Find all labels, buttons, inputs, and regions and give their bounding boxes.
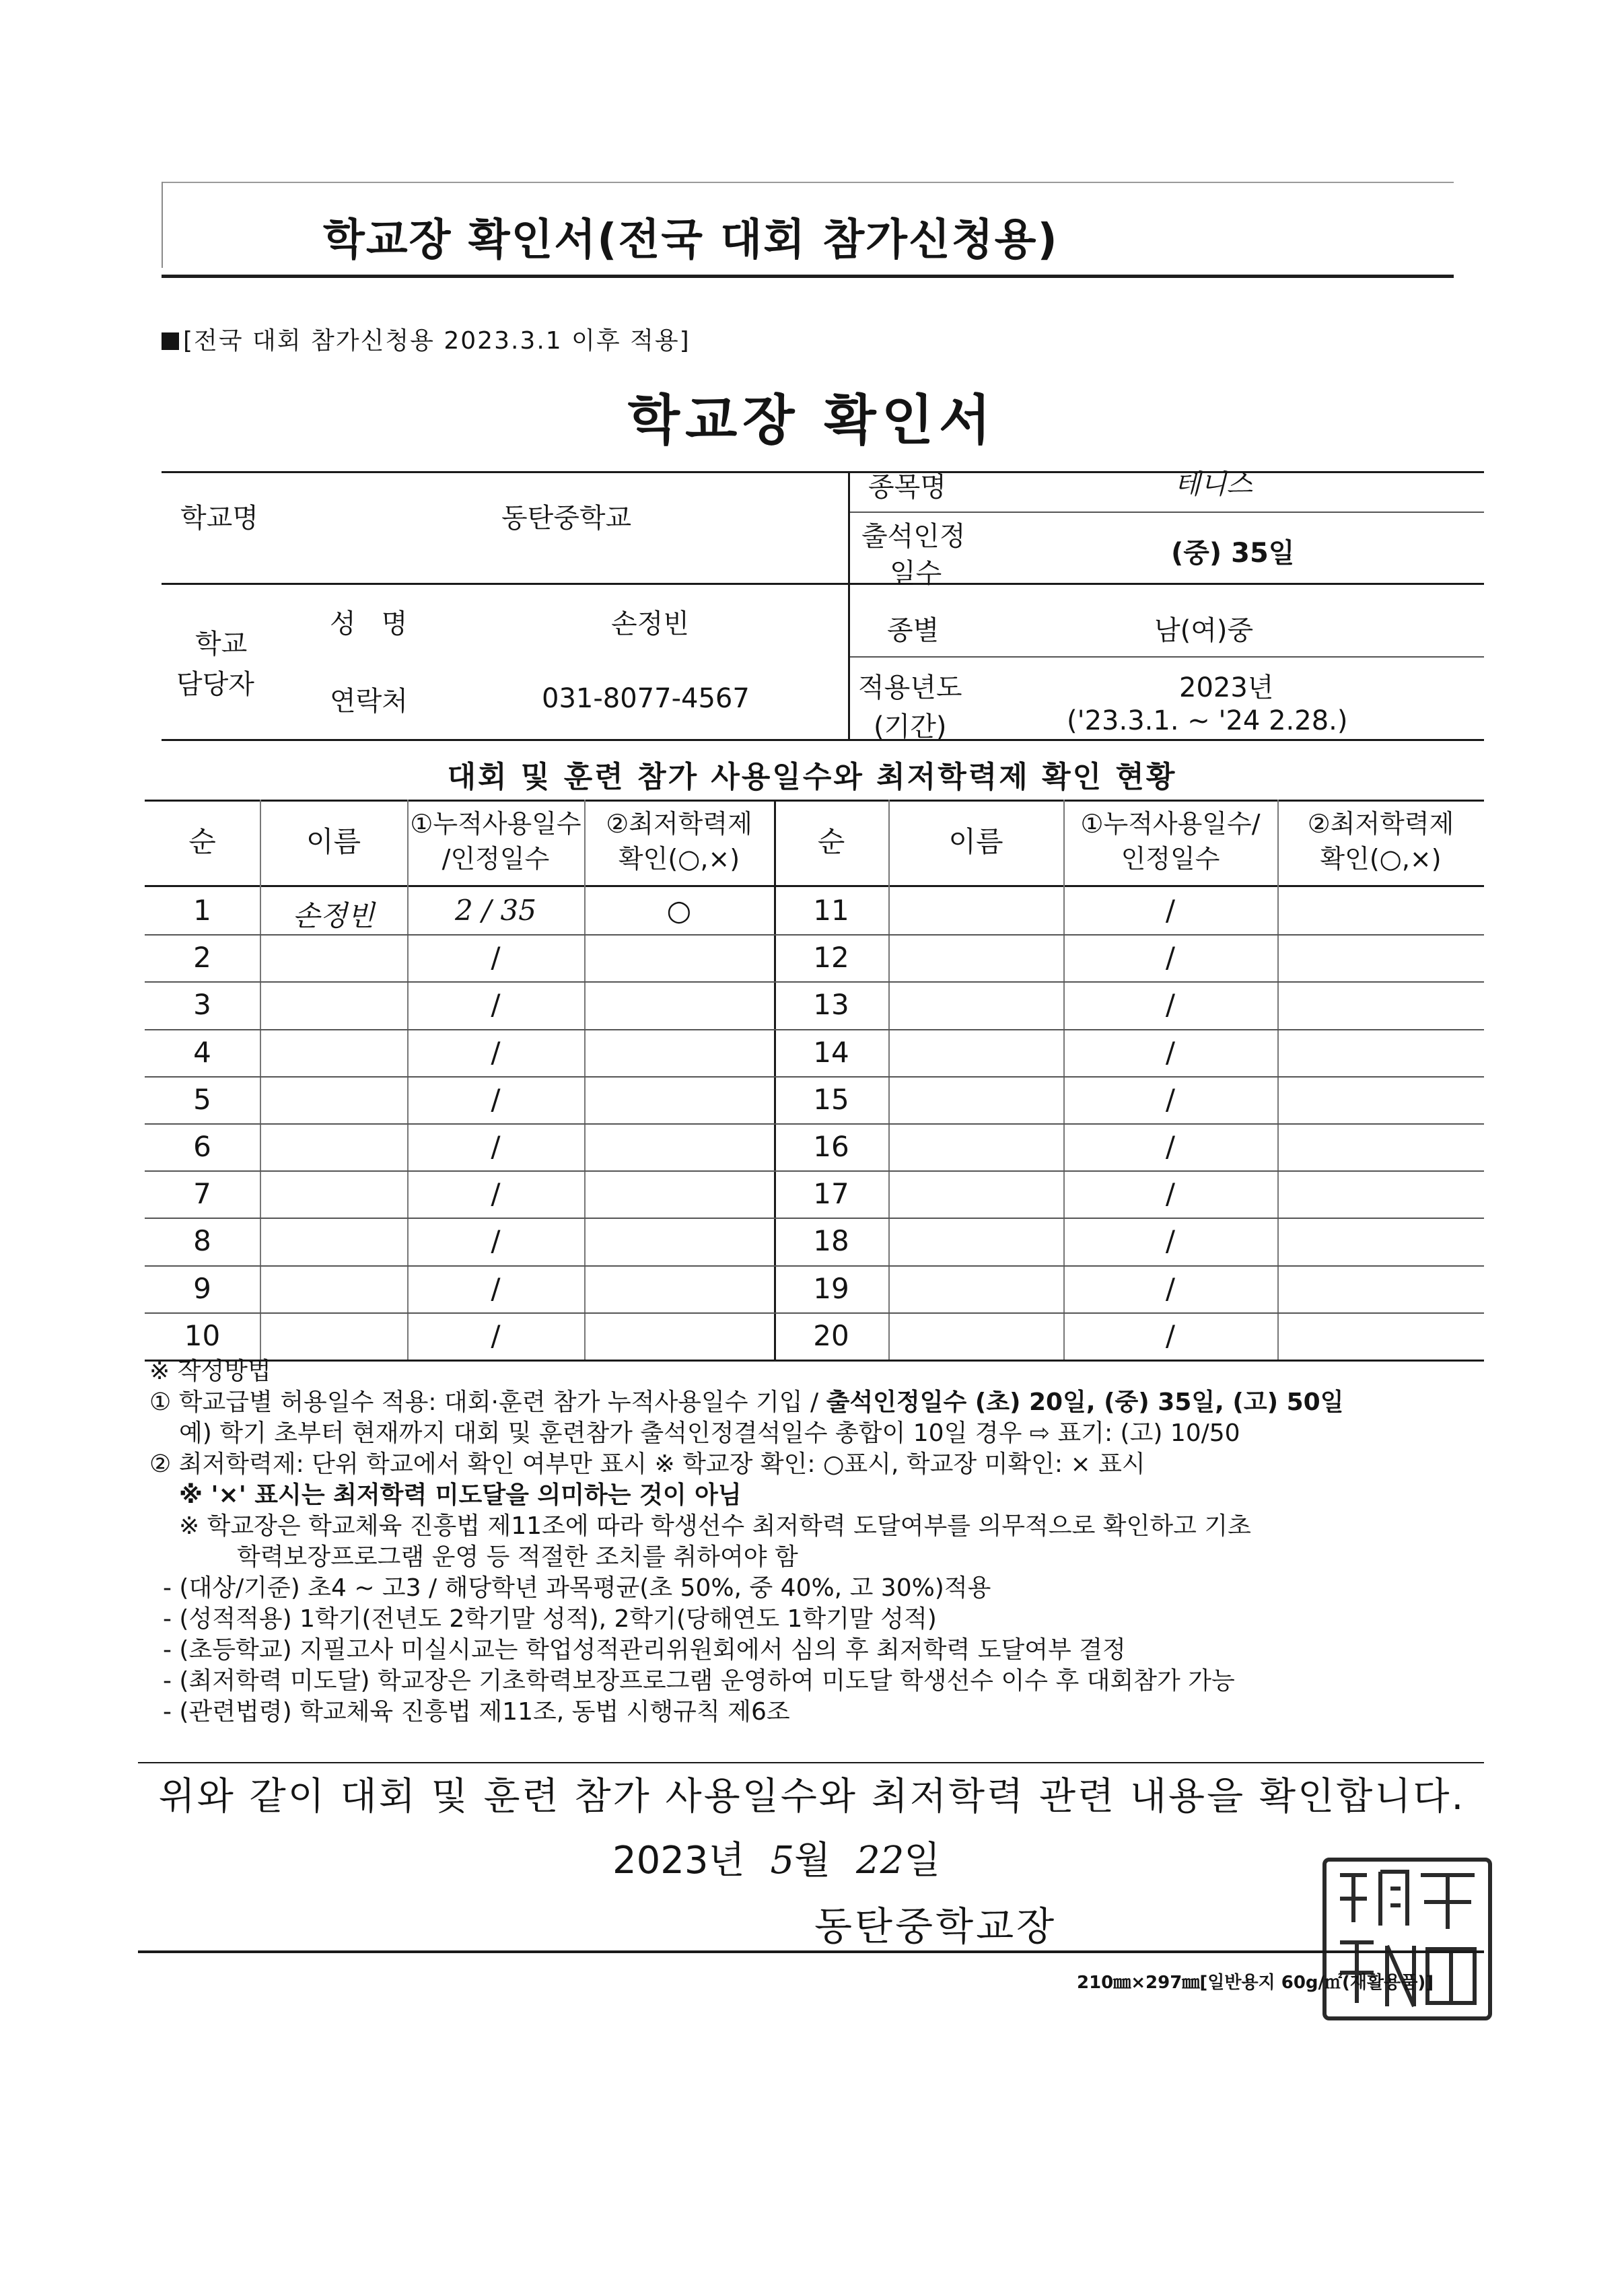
instruction-3: ※ '×' 표시는 최저학력 미도달을 의미하는 것이 아님 [179, 1481, 742, 1509]
header-min-left-line2: 확인(○,×) [618, 844, 740, 874]
row-days: / [491, 1271, 501, 1305]
header-days-right-line1: ①누적사용일수/ [1080, 809, 1261, 839]
header-box-left-border [162, 182, 163, 268]
row-number: 12 [813, 941, 849, 975]
instruction-1-text: ① 학교급별 허용일수 적용: 대회·훈련 참가 누적사용일수 기입 / [149, 1388, 826, 1416]
row-number: 16 [813, 1130, 849, 1163]
signature-date [612, 1831, 940, 1885]
year-value: 2023년 [1179, 672, 1274, 703]
row-days: / [491, 1130, 501, 1163]
instruction-4-cont: 학력보장프로그램 운영 등 적절한 조치를 취하여야 함 [237, 1543, 798, 1571]
table-row-divider [145, 934, 774, 936]
header-min-left-line1: ②최저학력제 [606, 809, 752, 839]
row-days: / [1165, 1035, 1176, 1069]
info-bottom-border [162, 739, 1484, 741]
table-row-divider [145, 1123, 774, 1125]
table-row-divider [145, 1312, 774, 1314]
header-days-left-line2: /인정일수 [442, 844, 550, 874]
detail-4: - (최저학력 미도달) 학교장은 기초학력보장프로그램 운영하여 미도달 학생선수 이수 후 대회참가 가능 [163, 1667, 1235, 1695]
header-seq-left: 순 [188, 825, 216, 858]
row-number: 6 [193, 1130, 211, 1163]
manager-name-value: 손정빈 [611, 608, 689, 639]
instructions [149, 1356, 1495, 1728]
row-number: 15 [813, 1082, 849, 1116]
sport-value: 테니스 [1174, 469, 1252, 500]
detail-2: - (성적적용) 1학기(전년도 2학기말 성적), 2학기(당해연도 1학기말 성적) [163, 1605, 937, 1633]
header-min-right [1277, 806, 1484, 876]
instructions-title: ※ 작성방법 [149, 1358, 271, 1385]
instruction-1-example: 예) 학기 초부터 현재까지 대회 및 훈련참가 출석인정결석일수 총합이 10일 경우 ⇨ 표기: (고) 10/50 [179, 1419, 1240, 1447]
table-row-divider [774, 1218, 1484, 1219]
info-divider-gender [849, 656, 1484, 658]
period-value: ('23.3.1. ~ '24 2.28.) [1067, 705, 1348, 736]
table-col-divider [1277, 800, 1279, 1360]
row-number: 20 [813, 1318, 849, 1352]
table-row-divider [774, 1312, 1484, 1314]
manager-label-line2: 담당자 [176, 669, 254, 700]
header-min-right-line1: ②최저학력제 [1307, 809, 1454, 839]
attendance-label-line2: 일수 [890, 558, 942, 589]
row-days: / [1165, 1224, 1176, 1258]
table-col-divider [260, 800, 261, 1360]
school-name-label: 학교명 [180, 503, 258, 534]
table-row-divider [774, 981, 1484, 983]
header-name-right: 이름 [948, 825, 1003, 858]
square-bullet-icon [162, 332, 179, 350]
row-days: / [491, 1082, 501, 1116]
row-number: 10 [184, 1318, 221, 1352]
applicability-note [162, 322, 691, 356]
table-row-divider [145, 981, 774, 983]
detail-5: - (관련법령) 학교체육 진흥법 제11조, 동법 시행규칙 제6조 [163, 1698, 790, 1726]
instruction-2: ② 최저학력제: 단위 학교에서 확인 여부만 표시 ※ 학교장 확인: ○표시, 학교장 미확인: × 표시 [149, 1450, 1145, 1478]
row-min-check: ○ [666, 894, 692, 927]
detail-3: - (초등학교) 지필고사 미실시교는 학업성적관리위원회에서 심의 후 최저학력 도달여부 결정 [163, 1636, 1126, 1664]
header-seq-right: 순 [817, 825, 845, 858]
row-days: / [1165, 1082, 1176, 1116]
year-label-line2: (기간) [874, 711, 947, 742]
document-title: 학교장 확인서(전국 대회 참가신청용) [323, 215, 1059, 265]
date-month-unit: 월 [794, 1839, 831, 1882]
row-number: 11 [813, 894, 849, 927]
footer-rule [138, 1950, 1484, 1953]
row-days: / [491, 1177, 501, 1211]
applicability-note-text: [전국 대회 참가신청용 2023.3.1 이후 적용] [183, 327, 691, 355]
form-title: 학교장 확인서 [627, 389, 997, 452]
row-days: / [1165, 1271, 1176, 1305]
instruction-4: ※ 학교장은 학교체육 진흥법 제11조에 따라 학생선수 최저학력 도달여부를 의무적으로 확인하고 기초 [179, 1512, 1251, 1540]
row-number: 4 [193, 1035, 211, 1069]
row-number: 7 [193, 1177, 211, 1211]
detail-1: - (대상/기준) 초4 ~ 고3 / 해당학년 과목평균(초 50%, 중 40%, 고 30%)적용 [163, 1574, 991, 1602]
row-number: 19 [813, 1271, 849, 1305]
year-label-line1: 적용년도 [858, 672, 962, 703]
table-row-divider [145, 1218, 774, 1219]
row-days: / [491, 1318, 501, 1352]
row-days: / [1165, 988, 1176, 1022]
row-days: / [1165, 1177, 1176, 1211]
row-days: / [491, 1035, 501, 1069]
manager-name-label: 성 명 [330, 608, 408, 639]
date-day-unit: 일 [904, 1839, 941, 1882]
confirmation-statement: 위와 같이 대회 및 훈련 참가 사용일수와 최저학력 관련 내용을 확인합니다. [158, 1775, 1466, 1819]
school-name-value: 동탄중학교 [501, 503, 632, 534]
date-month: 5 [770, 1839, 795, 1882]
table-col-divider [584, 800, 586, 1360]
table-row-divider [774, 1170, 1484, 1172]
table-top-border [145, 800, 1484, 802]
row-number: 9 [193, 1271, 211, 1305]
table-row-divider [145, 1029, 774, 1030]
gender-label: 종별 [887, 615, 940, 646]
contact-label: 연락처 [330, 686, 408, 717]
gender-value: 남(여)중 [1154, 615, 1254, 646]
header-days-right-line2: 인정일수 [1121, 844, 1220, 874]
date-day: 22 [856, 1839, 905, 1882]
row-days: / [491, 988, 501, 1022]
table-row-divider [145, 1076, 774, 1078]
info-divider-sport [849, 512, 1484, 513]
table-row-divider [774, 1265, 1484, 1267]
row-number: 3 [193, 988, 211, 1022]
row-number: 2 [193, 941, 211, 975]
row-number: 18 [813, 1224, 849, 1258]
table-row-divider [145, 1170, 774, 1172]
row-number: 13 [813, 988, 849, 1022]
notes-bottom-border [138, 1762, 1484, 1763]
row-number: 17 [813, 1177, 849, 1211]
school-seal-stamp [1322, 1858, 1492, 2020]
paper-spec-note: 210㎜×297㎜[일반용지 60g/㎡(재활용품)] [1077, 1973, 1434, 1993]
row-number: 5 [193, 1082, 211, 1116]
principal-signature: 동탄중학교장 [814, 1903, 1057, 1949]
table-row-divider [774, 1123, 1484, 1125]
table-row-divider [145, 1265, 774, 1267]
attendance-value: (중) 35일 [1171, 538, 1295, 569]
header-name-left: 이름 [306, 825, 361, 858]
header-days-right [1063, 806, 1277, 876]
header-days-left-line1: ①누적사용일수 [410, 809, 581, 839]
header-box-bottom-border [162, 275, 1454, 278]
row-number: 1 [193, 894, 211, 927]
manager-label-line1: 학교 [195, 629, 248, 660]
row-days: / [1165, 1318, 1176, 1352]
sport-label: 종목명 [868, 472, 946, 503]
info-top-border [162, 471, 1484, 473]
header-days-left [407, 806, 584, 876]
instruction-1 [149, 1387, 1495, 1418]
contact-value: 031-8077-4567 [542, 683, 750, 714]
row-days: / [1165, 941, 1176, 975]
row-name: 손정빈 [292, 899, 375, 932]
row-days: / [1165, 1130, 1176, 1163]
row-days: 2 / 35 [454, 894, 537, 927]
header-min-right-line2: 확인(○,×) [1320, 844, 1442, 874]
table-col-divider [888, 800, 890, 1360]
date-year: 2023년 [612, 1839, 745, 1882]
table-row-divider [774, 1076, 1484, 1078]
info-mid-border [162, 583, 1484, 585]
table-section-title: 대회 및 훈련 참가 사용일수와 최저학력제 확인 현황 [447, 760, 1177, 794]
attendance-label-line1: 출석인정 [861, 521, 966, 552]
header-box-top-border [162, 182, 1454, 183]
table-header-border [145, 885, 1484, 887]
row-number: 8 [193, 1224, 211, 1258]
row-days: / [491, 1224, 501, 1258]
row-days: / [1165, 894, 1176, 927]
table-row-divider [774, 1029, 1484, 1030]
info-center-divider [848, 471, 850, 739]
header-min-left [584, 806, 774, 876]
row-days: / [491, 941, 501, 975]
table-row-divider [774, 934, 1484, 936]
row-number: 14 [813, 1035, 849, 1069]
instruction-1-bold: 출석인정일수 (초) 20일, (중) 35일, (고) 50일 [826, 1388, 1344, 1416]
